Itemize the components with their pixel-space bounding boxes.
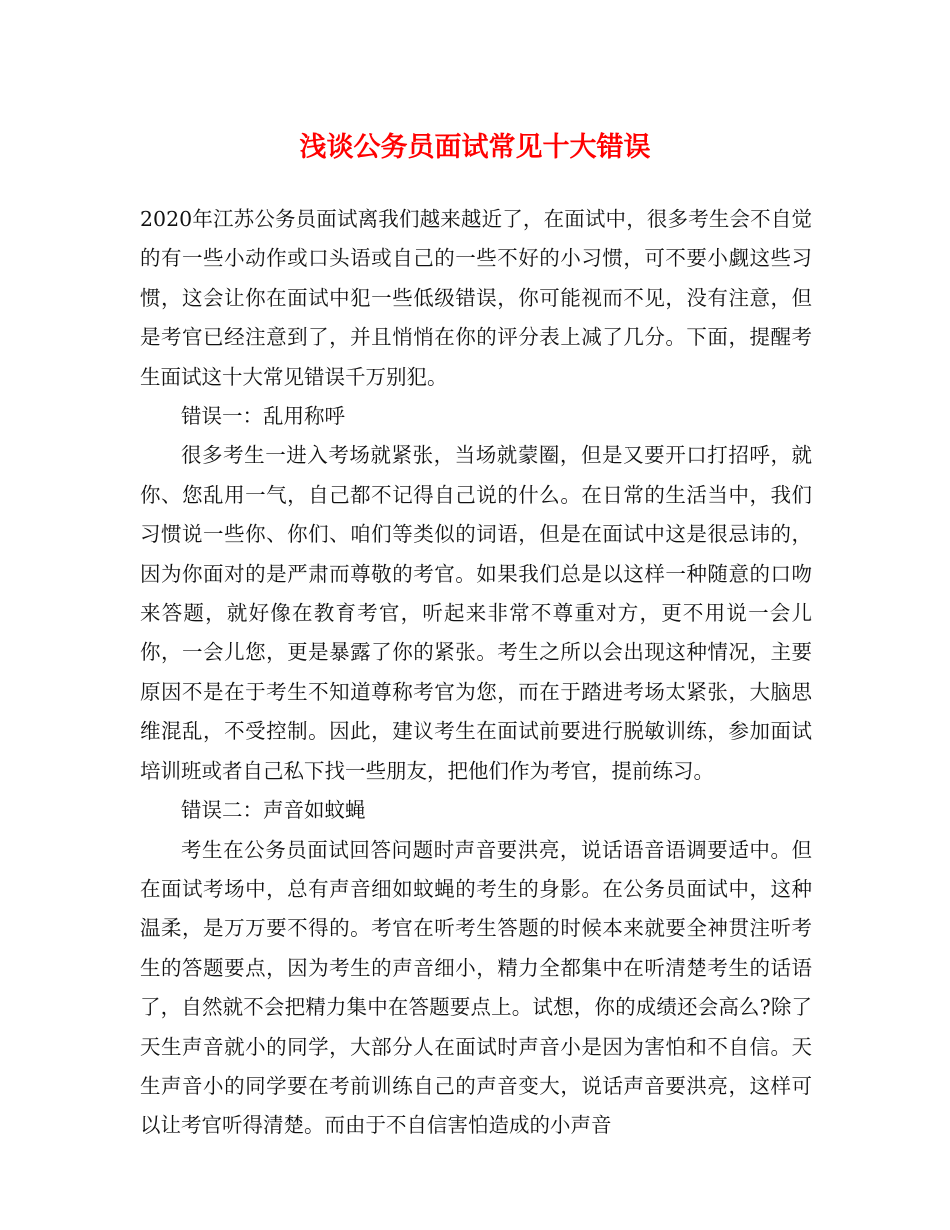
- section-heading-1: 错误一：乱用称呼: [181, 404, 345, 429]
- section-heading-2: 错误二：声音如蚊蝇: [181, 798, 366, 823]
- intro-paragraph: 2020年江苏公务员面试离我们越来越近了，在面试中，很多考生会不自觉的有一些小动作或口头语或自己的一些不好的小习惯，可不要小觑这些习惯，这会让你在面试中犯一些低级错误，你可能视而不见，没有注意，但是考官已经注意到了，并且悄悄在你的评分表上减了几分。下面，提醒考生面试这十大常见错误千万别犯。: [140, 207, 812, 389]
- document-body: [140, 200, 812, 1146]
- page-title: 浅谈公务员面试常见十大错误: [299, 132, 651, 163]
- section-paragraph-2: 考生在公务员面试回答问题时声音要洪亮，说话语音语调要适中。但在面试考场中，总有声音细如蚊蝇的考生的身影。在公务员面试中，这种温柔，是万万要不得的。考官在听考生答题的时候本来就要全神贯注听考生的答题要点，因为考生的声音细小，精力全都集中在听清楚考生的话语了，自然就不会把精力集中在答题要点上。试想，你的成绩还会高么?除了天生声音就小的同学，大部分人在面试时声音小是因为害怕和不自信。天生声音小的同学要在考前训练自己的声音变大，说话声音要洪亮，这样可以让考官听得清楚。而由于不自信害怕造成的小声音: [140, 837, 812, 1138]
- section-paragraph-1: 很多考生一进入考场就紧张，当场就蒙圈，但是又要开口打招呼，就你、您乱用一气，自己都不记得自己说的什么。在日常的生活当中，我们习惯说一些你、你们、咱们等类似的词语，但是在面试中这是很忌讳的，因为你面对的是严肃而尊敬的考官。如果我们总是以这样一种随意的口吻来答题，就好像在教育考官，听起来非常不尊重对方，更不用说一会儿你，一会儿您，更是暴露了你的紧张。考生之所以会出现这种情况，主要原因不是在于考生不知道尊称考官为您，而在于踏进考场太紧张，大脑思维混乱，不受控制。因此，建议考生在面试前要进行脱敏训练，参加面试培训班或者自己私下找一些朋友，把他们作为考官，提前练习。: [140, 443, 812, 783]
